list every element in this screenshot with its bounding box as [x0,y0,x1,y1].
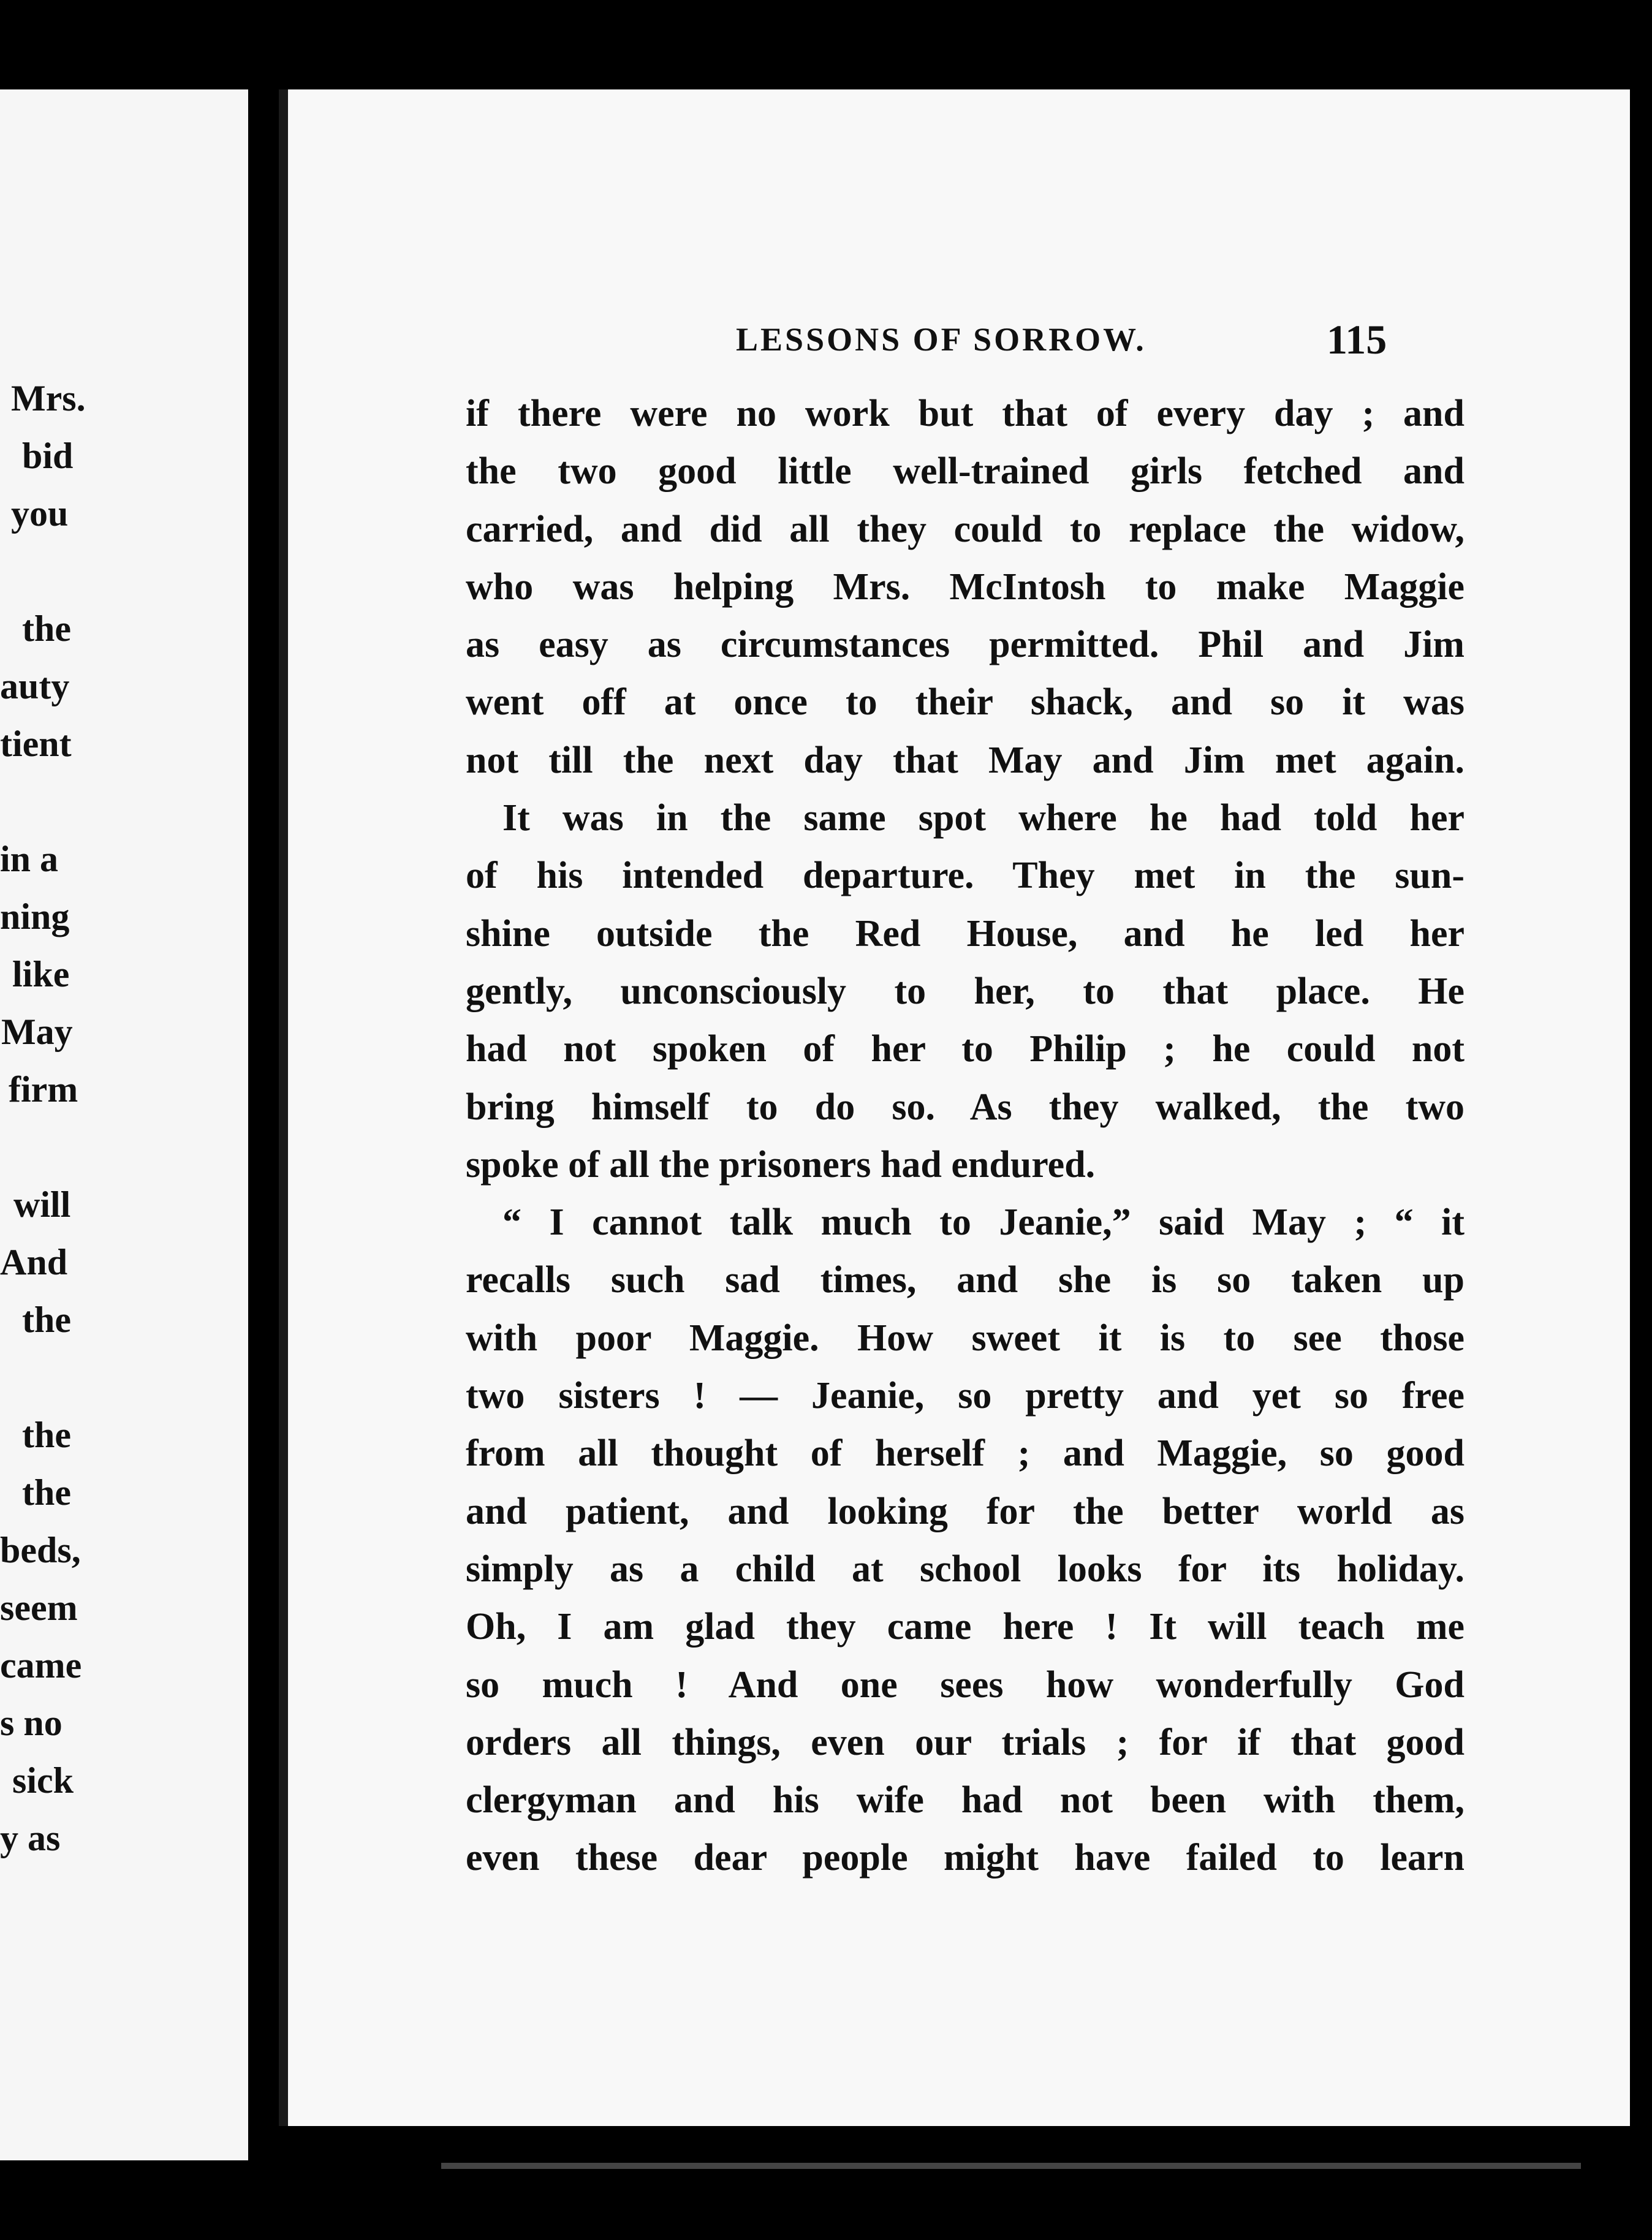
text-line: and patient, and looking for the better world as [466,1490,1464,1532]
text-line: of his intended departure. They met in the sun- [466,855,1464,897]
text-line: bring himself to do so. As they walked, the two [466,1086,1464,1128]
left-fragment: came [0,1645,82,1686]
left-fragment: s no [0,1703,63,1743]
left-fragment: seem [0,1587,78,1628]
text-line: from all thought of herself ; and Maggie, so good [466,1432,1464,1475]
text-line: spoke of all the prisoners had endured. [466,1143,1096,1186]
left-fragment: tient [0,724,72,764]
text-line: recalls such sad times, and she is so taken up [466,1259,1464,1301]
left-fragment: the [22,1415,71,1455]
text-line: clergyman and his wife had not been with them, [466,1779,1464,1822]
body-text [466,385,1464,1887]
right-page [288,89,1630,2126]
left-fragment: May [1,1012,73,1052]
left-fragment: beds, [0,1530,81,1570]
running-head [288,316,1630,369]
left-fragment: Mrs. [11,378,86,418]
page-number: 115 [1327,316,1387,363]
text-line: as easy as circumstances permitted. Phil and Jim [466,624,1464,666]
left-fragment: And [0,1242,68,1282]
text-line: so much ! And one sees how wonderfully God [466,1663,1464,1706]
left-fragment: auty [0,666,70,706]
left-fragment: like [12,954,70,994]
text-line: even these dear people might have failed to learn [466,1837,1464,1879]
text-line: if there were no work but that of every day ; and [466,393,1464,434]
left-fragment: bid [22,436,74,476]
left-fragment: in a [0,839,59,879]
left-page [0,89,248,2160]
text-line: two sisters ! — Jeanie, so pretty and yet so free [466,1375,1464,1417]
text-line: had not spoken of her to Philip ; he could not [466,1028,1464,1070]
text-line: simply as a child at school looks for its holiday. [466,1548,1464,1590]
left-fragment: firm [9,1069,78,1110]
running-head-title: LESSONS OF SORROW. [736,321,1146,358]
text-line: “ I cannot talk much to Jeanie,” said May ; “ it [502,1201,1464,1244]
text-line: with poor Maggie. How sweet it is to see those [466,1317,1464,1359]
page-bottom-edge [441,2163,1581,2169]
text-line: shine outside the Red House, and he led her [466,912,1464,955]
text-line: not till the next day that May and Jim met again. [466,739,1464,781]
text-line: the two good little well-trained girls fetched and [466,450,1464,493]
text-line: gently, unconsciously to her, to that place. He [466,970,1464,1012]
text-line: went off at once to their shack, and so it was [466,681,1464,724]
left-fragment: the [22,1300,71,1340]
text-line: Oh, I am glad they came here ! It will teach me [466,1606,1464,1648]
left-fragment: y as [0,1818,61,1858]
left-fragment: sick [12,1760,74,1801]
left-fragment: the [22,608,71,649]
left-fragment: you [11,493,69,534]
left-fragment: ning [0,896,70,937]
text-line: carried, and did all they could to replace the widow, [466,508,1464,550]
text-line: orders all things, even our trials ; for if that good [466,1721,1464,1763]
text-line: It was in the same spot where he had told her [502,797,1464,839]
text-line: who was helping Mrs. McIntosh to make Maggie [466,566,1464,608]
left-fragment: will [13,1184,71,1225]
left-fragment: the [22,1472,71,1513]
